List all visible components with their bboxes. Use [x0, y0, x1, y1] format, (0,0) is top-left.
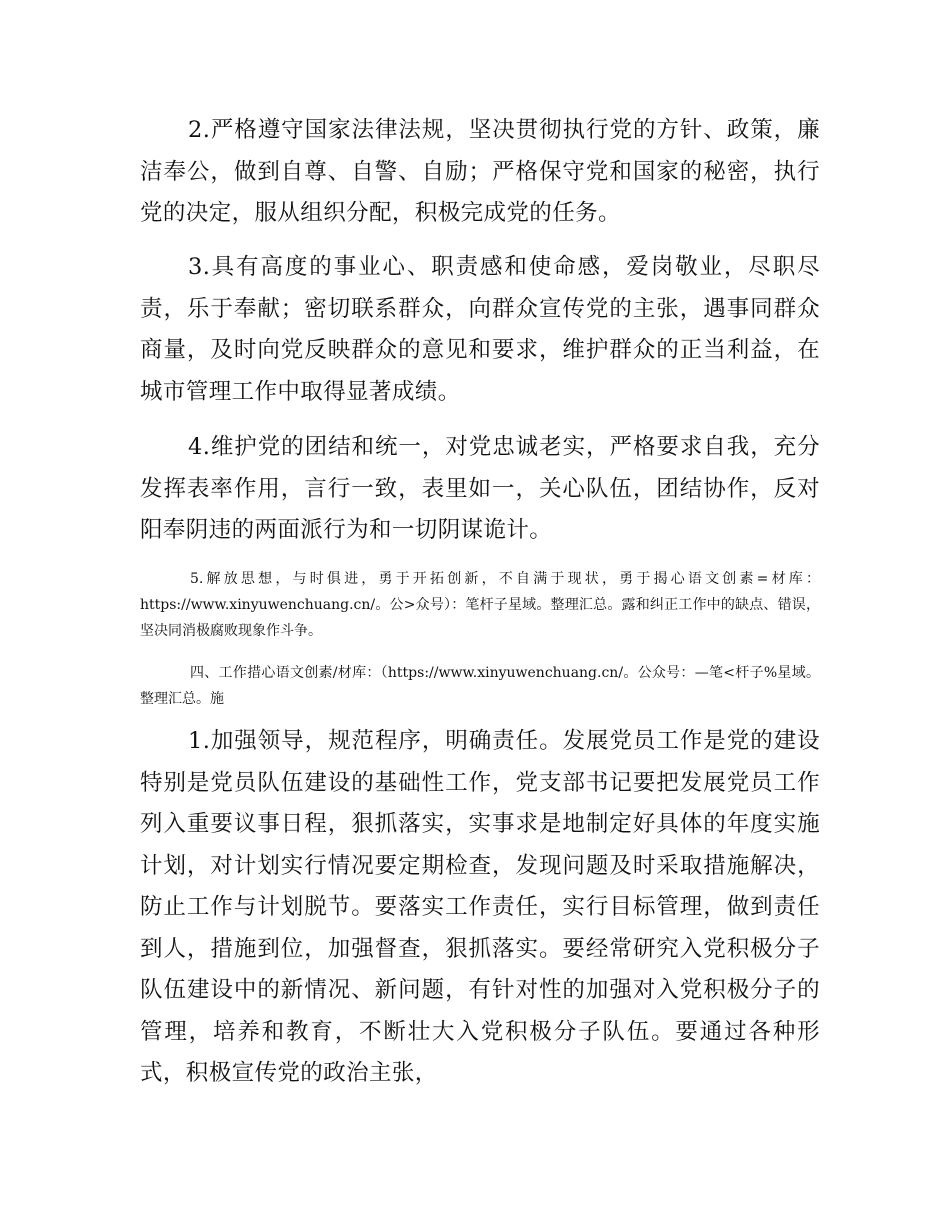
paragraph-item-4: 4.维护党的团结和统一，对党忠诚老实，严格要求自我，充分发挥表率作用，言行一致，表里如一，关心队伍，团结协作，反对阳奉阴违的两面派行为和一切阴谋诡计。 — [140, 434, 820, 543]
paragraph-item-5: 5.解放思想，与时俱进，勇于开拓创新，不自满于现状，勇于揭心语文创素=材库：https://www.xinyuwenchuang.cn/。公>众号）：笔杆子星域。整理汇总。露和纠正工作中的缺点、错误，坚决同消极腐败现象作斗争。 — [140, 571, 820, 639]
section-heading-measures: 四、工作措心语文创素/材库：（https://www.xinyuwenchuang.cn/。公众号：—笔<杆子%星域。整理汇总。施 — [140, 665, 820, 707]
paragraph-item-2: 2.严格遵守国家法律法规，坚决贯彻执行党的方针、政策，廉洁奉公，做到自尊、自警、自励；严格保守党和国家的秘密，执行党的决定，服从组织分配，积极完成党的任务。 — [140, 117, 820, 226]
paragraph-item-3: 3.具有高度的事业心、职责感和使命感，爱岗敬业，尽职尽责，乐于奉献；密切联系群众，向群众宣传党的主张，遇事同群众商量，及时向党反映群众的意见和要求，维护群众的正当利益，在城市管理工作中取得显著成绩。 — [140, 254, 820, 405]
paragraph-measure-1: 1.加强领导，规范程序，明确责任。发展党员工作是党的建设特别是党员队伍建设的基础性工作，党支部书记要把发展党员工作列入重要议事日程，狠抓落实，实事求是地制定好具体的年度实施计划，对计划实行情况要定期检查，发现问题及时采取措施解决，防止工作与计划脱节。要落实工作责任，实行目标管理，做到责任到人，措施到位，加强督查，狠抓落实。要经常研究入党积极分子队伍建设中的新情况、新问题，有针对性的加强对入党积极分子的管理，培养和教育，不断壮大入党积极分子队伍。要通过各种形式，积极宣传党的政治主张， — [140, 728, 820, 1086]
